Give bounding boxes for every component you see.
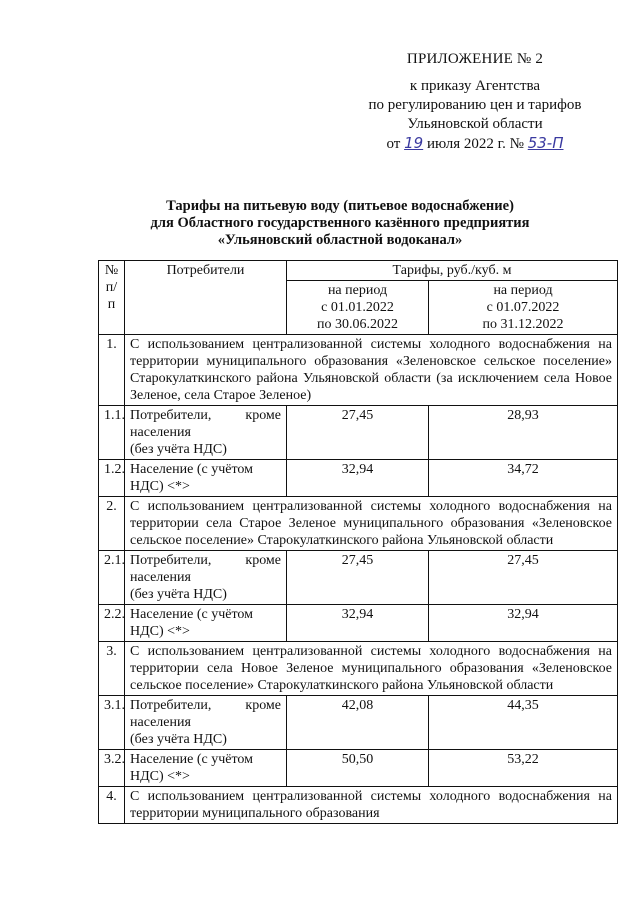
tariff-value-period-2: 34,72 [429,460,618,497]
consumer-label-a: Население (с учётом [130,607,253,622]
appendix-line-2: по регулированию цен и тарифов [368,97,582,113]
consumer-label-c: населения [130,570,191,585]
consumer-cell [125,551,287,605]
consumer-label-a: Население (с учётом [130,752,253,767]
consumer-label-d: (без учёта НДС) [130,442,227,457]
tariff-value-period-2: 53,22 [429,750,618,787]
table-row [99,750,618,787]
consumer-label-c: населения [130,715,191,730]
consumer-label-a: Население (с учётом [130,462,253,477]
consumer-label-b: НДС) <*> [130,769,190,784]
consumer-label-a: Потребители, [130,553,212,568]
consumer-cell [125,696,287,750]
title-line-3: «Ульяновский областной водоканал» [217,232,463,248]
consumer-cell [125,406,287,460]
consumer-cell [125,605,287,642]
header-consumers: Потребители [125,261,287,335]
appendix-date-line [350,134,600,154]
row-number: 3.1. [99,696,125,750]
row-number: 1.2. [99,460,125,497]
tariff-table [98,260,618,824]
consumer-label-a: Потребители, [130,698,212,713]
row-number: 3.2. [99,750,125,787]
tariff-table-body [99,335,618,824]
section-row [99,497,618,551]
header-period-2: на период с 01.07.2022 по 31.12.2022 [429,281,618,335]
section-description: С использованием централизованной системы холодного водоснабжения на территории муниципального образования [125,787,618,824]
tariff-value-period-2: 27,45 [429,551,618,605]
consumer-label-b: кроме [245,408,281,423]
consumer-label-d: (без учёта НДС) [130,732,227,747]
table-row [99,696,618,750]
consumer-label-a: Потребители, [130,408,212,423]
row-number: 1.1. [99,406,125,460]
section-row [99,335,618,406]
tariff-value-period-1: 27,45 [287,551,429,605]
appendix-block [350,50,600,154]
section-row [99,787,618,824]
consumer-label-b: кроме [245,698,281,713]
title-line-1: Тарифы на питьевую воду (питьевое водоснабжение) [166,198,514,214]
tariff-value-period-1: 32,94 [287,460,429,497]
appendix-title: ПРИЛОЖЕНИЕ № 2 [406,51,544,67]
consumer-label-b: кроме [245,553,281,568]
tariff-value-period-2: 28,93 [429,406,618,460]
consumer-label-b: НДС) <*> [130,479,190,494]
table-row [99,460,618,497]
consumer-cell [125,750,287,787]
appendix-line-1: к приказу Агентства [409,78,541,94]
tariff-value-period-1: 32,94 [287,605,429,642]
tariff-value-period-2: 44,35 [429,696,618,750]
document-title [100,198,580,249]
date-day-handwritten: 19 [404,134,424,152]
tariff-value-period-2: 32,94 [429,605,618,642]
date-prefix: от [386,136,401,152]
header-period-1: на период с 01.01.2022 по 30.06.2022 [287,281,429,335]
tariff-value-period-1: 50,50 [287,750,429,787]
consumer-label-d: (без учёта НДС) [130,587,227,602]
row-number: 3. [99,642,125,696]
section-description: С использованием централизованной системы холодного водоснабжения на территории села Новое Зеленое муниципального образования «Зеленовское сельское поселение» Старокулаткинского района Ульяновской области [125,642,618,696]
consumer-label-b: НДС) <*> [130,624,190,639]
appendix-line-3: Ульяновской области [407,116,543,132]
tariff-value-period-1: 42,08 [287,696,429,750]
row-number: 4. [99,787,125,824]
section-row [99,642,618,696]
table-row [99,406,618,460]
row-number: 2. [99,497,125,551]
row-number: 2.2. [99,605,125,642]
table-row [99,605,618,642]
consumer-label-c: населения [130,425,191,440]
date-rest: июля 2022 г. № [426,136,524,152]
section-description: С использованием централизованной системы холодного водоснабжения на территории села Старое Зеленое муниципального образования «Зеленовское сельское поселение» Старокулаткинского района Ульяновской области [125,497,618,551]
section-description: С использованием централизованной системы холодного водоснабжения на территории муниципального образования «Зеленовское сельское поселение» Старокулаткинского района Ульяновской области (за исключением села Новое Зеленое, села Старое Зеленое) [125,335,618,406]
table-row [99,551,618,605]
tariff-value-period-1: 27,45 [287,406,429,460]
row-number: 1. [99,335,125,406]
header-number: № п/п [99,261,125,335]
order-number-handwritten: 53-П [527,134,564,152]
title-line-2: для Областного государственного казённого предприятия [150,215,530,231]
row-number: 2.1. [99,551,125,605]
header-tariffs: Тарифы, руб./куб. м [287,261,618,281]
consumer-cell [125,460,287,497]
